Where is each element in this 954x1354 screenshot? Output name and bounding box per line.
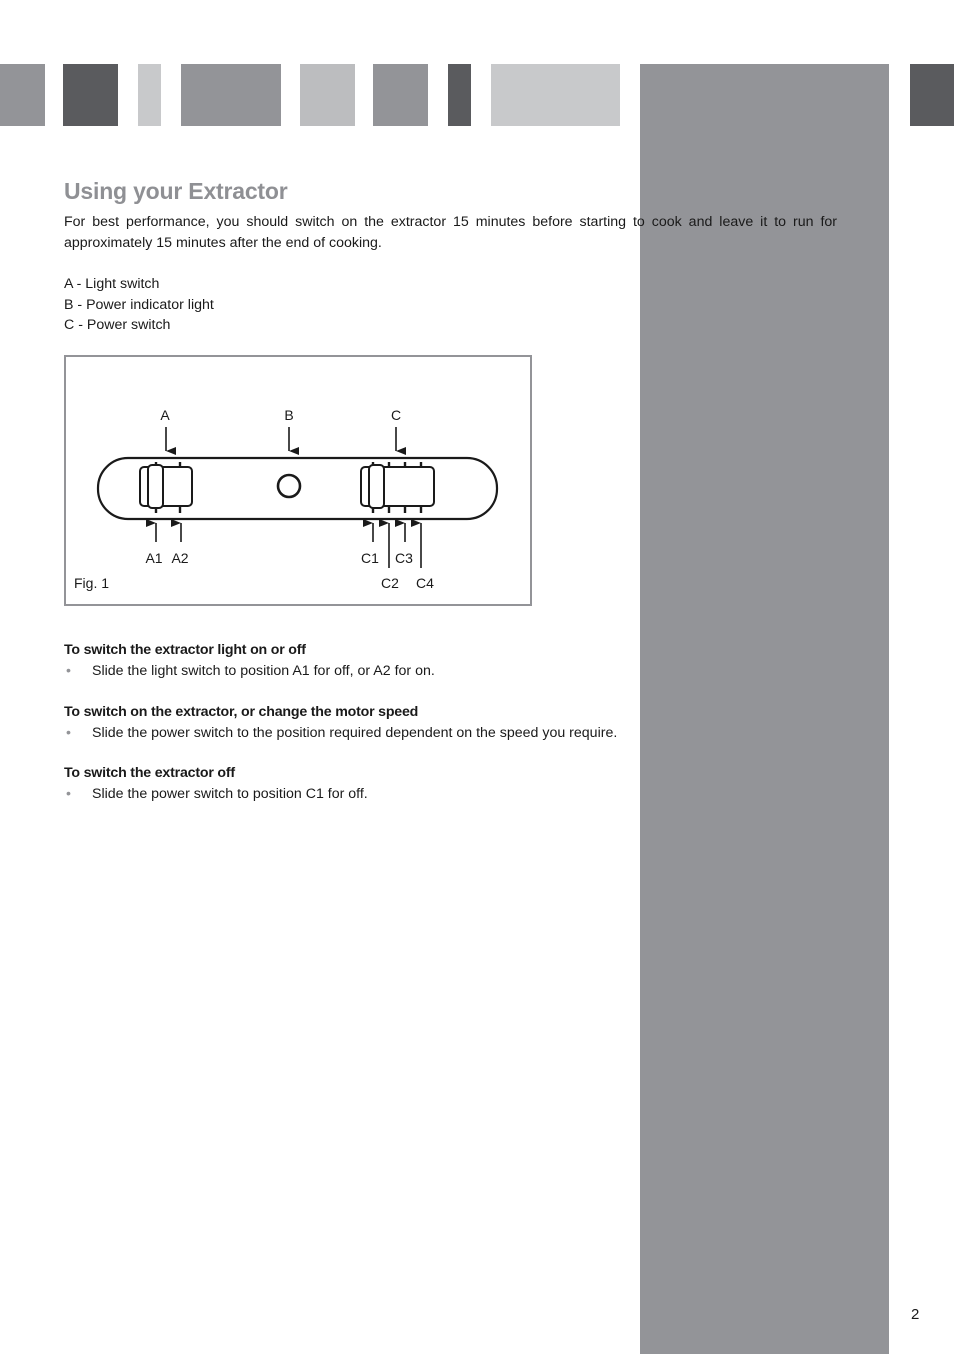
page-title: Using your Extractor — [64, 178, 288, 204]
header-block-3 — [138, 64, 161, 126]
bullet-text: Slide the power switch to the position required dependent on the speed you require. — [92, 725, 618, 741]
header-block-8 — [491, 64, 620, 126]
label-c2: C2 — [381, 575, 399, 591]
section-heading: To switch on the extractor, or change the motor speed — [64, 704, 419, 720]
header-block-4 — [181, 64, 281, 126]
bullet-item — [64, 724, 617, 742]
label-c: C — [390, 407, 402, 423]
figure-caption: Fig. 1 — [74, 575, 110, 591]
control-legend — [64, 274, 214, 336]
legend-item-b: B - Power indicator light — [64, 296, 214, 313]
power-indicator-light — [278, 475, 300, 497]
label-c1: C1 — [361, 550, 379, 566]
page-number: 2 — [911, 1306, 920, 1323]
label-a: A — [160, 407, 170, 423]
power-switch — [361, 462, 434, 513]
header-block-5 — [300, 64, 355, 126]
section-motor-speed — [64, 704, 617, 742]
label-a1: A1 — [145, 550, 163, 566]
header-block-7 — [448, 64, 471, 126]
bullet-item — [64, 785, 368, 803]
bullet-dot: • — [66, 663, 71, 679]
section-off — [64, 765, 368, 803]
section-light — [64, 642, 435, 680]
control-panel-figure — [64, 355, 532, 606]
bullet-item — [64, 662, 435, 680]
legend-item-a: A - Light switch — [64, 276, 160, 292]
header-block-1 — [0, 64, 45, 126]
legend-item-c: C - Power switch — [64, 317, 171, 333]
label-c4: C4 — [416, 575, 434, 591]
sidebar-panel — [640, 64, 889, 1354]
intro-paragraph: For best performance, you should switch on the extractor 15 minutes before starting to cook and leave it to run for approximately 15 minutes after the end of cooking. — [64, 214, 837, 251]
header-block-2 — [63, 64, 118, 126]
section-heading: To switch the extractor light on or off — [64, 642, 306, 658]
label-a2: A2 — [171, 550, 189, 566]
label-b: B — [284, 407, 294, 423]
bullet-text: Slide the light switch to position A1 for off, or A2 for on. — [92, 663, 435, 679]
header-block-9 — [910, 64, 954, 126]
label-c3: C3 — [395, 550, 413, 566]
section-heading: To switch the extractor off — [64, 765, 235, 781]
light-switch — [140, 462, 192, 513]
bullet-dot: • — [66, 725, 71, 741]
header-block-6 — [373, 64, 428, 126]
control-panel-diagram — [66, 357, 530, 604]
bullet-text: Slide the power switch to position C1 for off. — [92, 786, 368, 802]
bullet-dot: • — [66, 786, 71, 802]
